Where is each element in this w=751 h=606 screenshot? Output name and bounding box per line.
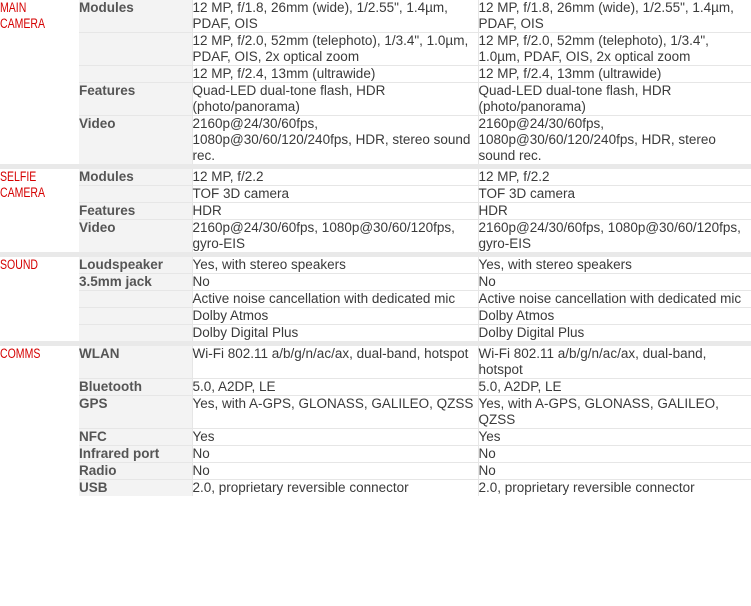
section-title-line: SELFIE xyxy=(0,169,37,184)
spec-row xyxy=(0,83,751,116)
spec-label xyxy=(79,291,192,308)
spec-value-phone-2: 12 MP, f/2.2 xyxy=(478,169,751,186)
spec-value-phone-1: 12 MP, f/2.4, 13mm (ultrawide) xyxy=(192,66,478,83)
spec-value-phone-1: No xyxy=(192,274,478,291)
spec-row xyxy=(0,325,751,342)
spec-value-phone-2: HDR xyxy=(478,203,751,220)
spec-label xyxy=(79,66,192,83)
spec-value-phone-1: 12 MP, f/2.2 xyxy=(192,169,478,186)
spec-value-phone-2: 12 MP, f/2.4, 13mm (ultrawide) xyxy=(478,66,751,83)
spec-row xyxy=(0,66,751,83)
spec-value-phone-2: Active noise cancellation with dedicated mic xyxy=(478,291,751,308)
spec-label: GPS xyxy=(79,396,192,429)
spec-value-phone-2: Yes, with A-GPS, GLONASS, GALILEO, QZSS xyxy=(478,396,751,429)
spec-value-phone-1: Wi-Fi 802.11 a/b/g/n/ac/ax, dual-band, hotspot xyxy=(192,346,478,379)
spec-value-phone-2: No xyxy=(478,274,751,291)
spec-value-phone-2: 5.0, A2DP, LE xyxy=(478,379,751,396)
spec-label: WLAN xyxy=(79,346,192,379)
section-title xyxy=(0,257,62,341)
spec-value-phone-1: 12 MP, f/2.0, 52mm (telephoto), 1/3.4", 1.0µm, PDAF, OIS, 2x optical zoom xyxy=(192,33,478,66)
spec-value-phone-2: 2.0, proprietary reversible connector xyxy=(478,480,751,497)
spec-label xyxy=(79,325,192,342)
spec-row xyxy=(0,0,751,33)
spec-row xyxy=(0,346,751,379)
spec-value-phone-2: Dolby Digital Plus xyxy=(478,325,751,342)
spec-value-phone-1: HDR xyxy=(192,203,478,220)
spec-value-phone-1: Quad-LED dual-tone flash, HDR (photo/panorama) xyxy=(192,83,478,116)
spec-row xyxy=(0,463,751,480)
spec-row xyxy=(0,446,751,463)
spec-label xyxy=(79,308,192,325)
spec-value-phone-1: Yes, with stereo speakers xyxy=(192,257,478,274)
spec-row xyxy=(0,429,751,446)
spec-value-phone-2: 12 MP, f/2.0, 52mm (telephoto), 1/3.4", 1.0µm, PDAF, OIS, 2x optical zoom xyxy=(478,33,751,66)
spec-row xyxy=(0,33,751,66)
spec-value-phone-2: No xyxy=(478,446,751,463)
spec-label: Video xyxy=(79,116,192,165)
spec-value-phone-2: Quad-LED dual-tone flash, HDR (photo/panorama) xyxy=(478,83,751,116)
spec-row xyxy=(0,203,751,220)
spec-row xyxy=(0,291,751,308)
spec-row xyxy=(0,379,751,396)
spec-value-phone-2: Wi-Fi 802.11 a/b/g/n/ac/ax, dual-band, hotspot xyxy=(478,346,751,379)
spec-row xyxy=(0,186,751,203)
section-title xyxy=(0,169,62,252)
section-title-line: CAMERA xyxy=(0,16,46,31)
spec-value-phone-2: TOF 3D camera xyxy=(478,186,751,203)
spec-label: 3.5mm jack xyxy=(79,274,192,291)
spec-label: Features xyxy=(79,203,192,220)
spec-value-phone-1: TOF 3D camera xyxy=(192,186,478,203)
spec-label xyxy=(79,186,192,203)
spec-value-phone-1: 5.0, A2DP, LE xyxy=(192,379,478,396)
section-title-line: MAIN xyxy=(0,0,27,15)
spec-label xyxy=(79,33,192,66)
spec-value-phone-1: Dolby Atmos xyxy=(192,308,478,325)
spec-value-phone-2: No xyxy=(478,463,751,480)
spec-value-phone-1: 12 MP, f/1.8, 26mm (wide), 1/2.55", 1.4µm, PDAF, OIS xyxy=(192,0,478,33)
spec-label: Radio xyxy=(79,463,192,480)
spec-value-phone-1: Active noise cancellation with dedicated mic xyxy=(192,291,478,308)
section-title xyxy=(0,346,62,496)
spec-label: Video xyxy=(79,220,192,253)
spec-value-phone-1: Dolby Digital Plus xyxy=(192,325,478,342)
spec-row xyxy=(0,116,751,165)
spec-value-phone-1: 2160p@24/30/60fps, 1080p@30/60/120/240fps, HDR, stereo sound rec. xyxy=(192,116,478,165)
spec-label: Loudspeaker xyxy=(79,257,192,274)
spec-value-phone-2: Yes, with stereo speakers xyxy=(478,257,751,274)
spec-row xyxy=(0,396,751,429)
spec-value-phone-2: Yes xyxy=(478,429,751,446)
section-title xyxy=(0,0,62,164)
spec-label: Modules xyxy=(79,0,192,33)
spec-value-phone-2: 12 MP, f/1.8, 26mm (wide), 1/2.55", 1.4µm, PDAF, OIS xyxy=(478,0,751,33)
section-title-text xyxy=(0,257,62,273)
spec-label: Modules xyxy=(79,169,192,186)
section-title-text xyxy=(0,169,62,201)
spec-row xyxy=(0,274,751,291)
spec-row xyxy=(0,257,751,274)
spec-row xyxy=(0,480,751,497)
spec-value-phone-1: No xyxy=(192,446,478,463)
spec-label: Infrared port xyxy=(79,446,192,463)
section-title-line: CAMERA xyxy=(0,185,46,200)
spec-label: Features xyxy=(79,83,192,116)
section-title-line: SOUND xyxy=(0,257,39,272)
spec-value-phone-1: Yes, with A-GPS, GLONASS, GALILEO, QZSS xyxy=(192,396,478,429)
spec-value-phone-2: Dolby Atmos xyxy=(478,308,751,325)
spec-value-phone-2: 2160p@24/30/60fps, 1080p@30/60/120fps, gyro-EIS xyxy=(478,220,751,253)
spec-value-phone-1: No xyxy=(192,463,478,480)
spec-row xyxy=(0,169,751,186)
spec-value-phone-1: 2160p@24/30/60fps, 1080p@30/60/120fps, gyro-EIS xyxy=(192,220,478,253)
spec-value-phone-2: 2160p@24/30/60fps, 1080p@30/60/120/240fps, HDR, stereo sound rec. xyxy=(478,116,751,165)
section-title-text xyxy=(0,346,62,362)
spec-row xyxy=(0,308,751,325)
spec-value-phone-1: 2.0, proprietary reversible connector xyxy=(192,480,478,497)
section-title-text xyxy=(0,0,62,32)
spec-row xyxy=(0,220,751,253)
spec-label: USB xyxy=(79,480,192,497)
spec-label: Bluetooth xyxy=(79,379,192,396)
spec-label: NFC xyxy=(79,429,192,446)
spec-value-phone-1: Yes xyxy=(192,429,478,446)
section-title-line: COMMS xyxy=(0,346,41,361)
